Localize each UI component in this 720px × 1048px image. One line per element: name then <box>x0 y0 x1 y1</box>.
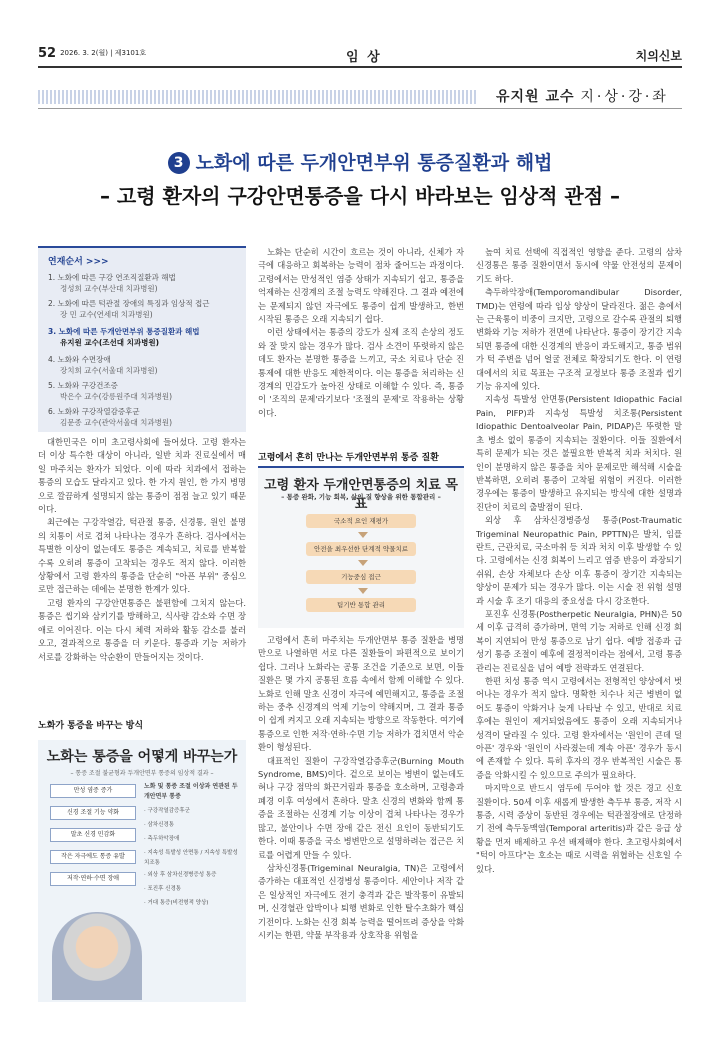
fig1-left-label: 신경 조절 기능 약화 <box>50 806 136 820</box>
fig1-left-label: 말초 신경 민감화 <box>50 828 136 842</box>
series-item: 4. 노화와 수면장애 장치희 교수(서울대 치과병원) <box>48 355 158 375</box>
fig1-right-label: · 구강작열감증후군 <box>144 808 191 814</box>
series-item-active: 3. 노화에 따른 두개안면부위 통증질환과 해법 유지원 교수(조선대 치과병원) <box>48 327 200 347</box>
fig1-left-label: 저작·연하·수면 장애 <box>50 872 136 886</box>
series-author: 유지원 교수 <box>496 89 575 105</box>
paragraph: 노화는 단순히 시간이 흐르는 것이 아니라, 신체가 자극에 대응하고 회복하는 능력이 점차 줄어드는 과정이다. 고령에서는 만성적인 염증 상태가 지속되기 쉽고, 통증을 억제하는 신경계의 조절 능력도 약해진다. 그 결과 예전에는 문제되지 않던 자극에도 통증이 쉽게 발생하고, 한번 시작된 통증은 오래 지속되기 쉽다. <box>258 247 464 325</box>
fig1-left-label: 만성 염증 증가 <box>50 784 136 798</box>
treatment-goal-figure <box>258 466 464 628</box>
fig1-right-header: 노화 및 통증 조절 이상과 연관된 두개안면부 통증 <box>144 783 238 800</box>
arrow-down-icon <box>358 532 368 538</box>
paragraph: 포진후 신경통(Postherpetic Neuralgia, PHN)은 50세 이후 급격히 증가하며, 면역 기능 저하로 인해 신경 회복이 지연되어 만성 통증으로 남기 쉽다. 예방 접종과 급성기 통증 조절이 예후에 결정적이라는 점에서, 고령 통증 관리는 진료실을 넘어 예방 전략과도 연결된다. <box>476 608 682 673</box>
series-name: 지·상·강·좌 <box>580 89 669 105</box>
paragraph: 지속성 특발성 안면통(Persistent Idiopathic Facial Pain, PIFP)과 지속성 특발성 치조통(Persistent Idiopathic Dentoalveolar Pain, PIDAP)은 뚜렷한 말초 병소 없이 통증이 지속되는 질환이다. 이들 질환에서 특히 문제가 되는 것은 불필요한 반복적 치과 처치다. 원인이 분명하지 않은 통증을 치아 문제로만 해석해 시술을 반복하면, 오히려 통증이 고착될 위험이 커진다. 이러한 경우에는 통증이 발생하고 유지되는 방식에 대한 설명과 진단이 치료의 출발점이 된다. <box>476 394 682 512</box>
fig2-step: 기능중심 접근 <box>306 570 416 584</box>
series-title <box>496 86 669 106</box>
column-1-text <box>38 436 246 712</box>
article-subtitle: – 고령 환자의 구강안면통증을 다시 바라보는 임상적 관점 – <box>99 184 621 208</box>
paragraph: 고령 환자의 구강안면통증은 불편함에 그치지 않는다. 통증은 씹기와 삼키기를 방해하고, 식사량 감소와 수면 장애로 이어진다. 이는 다시 체력 저하와 활동 감소를 불러오고, 결과적으로 통증을 더 키운다. 통증과 기능 저하가 서로를 강화하는 악순환이 만들어지는 것이다. <box>38 597 246 662</box>
paragraph: 대표적인 질환이 구강작열감증후군(Burning Mouth Syndrome, BMS)이다. 겉으로 보이는 병변이 없는데도 혀나 구강 점막의 화끈거림과 통증을 호소하며, 고령층과 폐경 이후 여성에서 흔하다. 말초 신경의 변화와 함께 통증을 조절하는 신경계 기능 이상이 겹쳐 나타나는 경우가 많고, 불안이나 수면 장애 같은 전신 요인이 동반되기도 한다. 이때 통증을 국소 병변만으로 설명하려는 접근은 치료를 어렵게 만들 수 있다. <box>258 755 464 860</box>
series-item: 1. 노화에 따른 구강 연조직질환과 해법 정성희 교수(부산대 치과병원) <box>48 273 176 293</box>
article-number: 3 <box>168 152 190 174</box>
fig2-title: 고령 환자 두개안면통증의 치료 목표 <box>264 478 458 512</box>
paragraph: 한편 치성 통증 역시 고령에서는 전형적인 양상에서 벗어나는 경우가 적지 않다. 명확한 치수나 치근 병변이 없어도 통증이 악화거나 늦게 나타날 수 있고, 반대로 치료 후에는 원인이 제거되었음에도 통증이 오래 지속되거나 성격이 달라질 수 있다. 고령 환자에서는 '원인이 큰데 덜 아픈' 경우와 '원인이 사라졌는데 계속 아픈' 경우가 동시에 존재할 수 있다. 특히 후자의 경우 반복적인 시술은 통증을 악화시킬 수 있으므로 주의가 필요하다. <box>476 676 682 780</box>
series-item: 2. 노화에 따른 턱관절 장애의 특징과 임상적 접근 장 민 교수(연세대 치과병원) <box>48 299 210 319</box>
aging-pain-figure <box>38 740 246 1002</box>
paragraph: 외상 후 삼차신경병증성 통증(Post-Traumatic Trigeminal Neuropathic Pain, PPTTN)은 발치, 임플란트, 근관치료, 국소마취 등 치과 처치 이후 발생할 수 있다. 고령에서는 신경 회복이 느리고 염증 반응이 과장되기 쉬워, 손상 자체보다 손상 이후 통증이 장기간 지속되는 양상이 문제가 되는 경우가 많다. 이는 시술 전 위험 설명과 시술 후 조기 대응의 중요성을 다시 강조한다. <box>476 515 682 606</box>
fig1-right-label: · 지속성 특발성 안면통 / 지속성 특발성 치조통 <box>144 850 238 866</box>
series-item: 6. 노화와 구강작열감증후군 김문종 교수(관악서울대 치과병원) <box>48 407 173 427</box>
column-2-text-bottom <box>258 634 464 1006</box>
series-order-heading: 연재순서 >>> <box>48 257 109 267</box>
paragraph: 마지막으로 반드시 염두에 두어야 할 것은 경고 신호 질환이다. 50세 이후 새롭게 발생한 측두부 통증, 저작 시 통증, 시력 증상이 동반된 경우에는 턱관절장애로 단정하기 전에 측두동맥염(Temporal arteritis)과 같은 응급 상황을 먼저 배제하고 우선 배제해야 한다. 초고령사회에서 "턱이 아프다"는 호소는 때로 시력을 위협하는 신호일 수 있다. <box>476 783 682 874</box>
fig2-heading: 고령에서 흔히 만나는 두개안면부위 통증 질환 <box>258 453 439 463</box>
paragraph: 삼차신경통(Trigeminal Neuralgia, TN)은 고령에서 증가하는 대표적인 신경병성 통증이다. 세안이나 저작 같은 일상적인 자극에도 전기 충격과 같은 발작통이 유발되며, 신경혈관 압박이나 퇴행 변화로 인한 탈수초화가 핵심 기전이다. 노화는 신경 회복 능력을 떨어뜨려 증상을 악화시키는 한편, 약물 부작용과 상호작용 위험을 <box>258 862 464 940</box>
issue-info: 2026. 3. 2(월) | 제3101호 <box>60 49 147 57</box>
paper-name: 치의신보 <box>635 49 682 63</box>
series-rule <box>38 108 682 109</box>
paragraph: 높여 치료 선택에 직접적인 영향을 준다. 고령의 삼차신경통은 통증 질환이면서 동시에 약물 안전성의 문제이기도 하다. <box>476 247 682 284</box>
fig1-title: 노화는 통증을 어떻게 바꾸는가 <box>46 749 238 765</box>
paragraph: 고령에서 흔히 마주치는 두개안면부 통증 질환을 병명만으로 나열하면 서로 다른 질환들이 파편적으로 보이기 쉽다. 그러나 노화라는 공통 조건을 기준으로 보면, 이들 질환은 몇 가지 공통된 흐름 속에서 함께 이해할 수 있다. 노화로 인해 말초 신경이 자극에 예민해지고, 통증을 조절하는 중추 신경계의 억제 기능이 약해지며, 그 결과 통증이 쉽게 켜지고 오래 지속되는 방향으로 작동한다. 여기에 통증으로 인한 저작·연하·수면 기능 저하가 겹치면서 악순환이 형성된다. <box>258 635 464 753</box>
column-2-text-top <box>258 246 464 442</box>
paragraph: 측두하악장애(Temporomandibular Disorder, TMD)는 연령에 따라 임상 양상이 달라진다. 젊은 층에서는 근육통이 비중이 크지만, 고령으로 갈수록 관절의 퇴행 변화와 기능 저하가 전면에 나타난다. 통증이 장기간 지속되면 통증에 대한 신경계의 반응이 과도해지고, 통증 범위가 턱 주변을 넘어 얼굴 전체로 확장되기도 한다. 이 연령대에서의 치료 목표는 구조적 교정보다 통증 조절과 씹기 기능 유지에 있다. <box>476 287 682 392</box>
paragraph: 대한민국은 이미 초고령사회에 들어섰다. 고령 환자는 더 이상 특수한 대상이 아니라, 일반 치과 진료실에서 매일 마주치는 환자가 되었다. 이에 따라 치과에서 접하는 통증의 모습도 달라지고 있다. 한 가지 원인, 한 가지 병명으로 깔끔하게 설명되지 않는 통증이 점점 늘고 있기 때문이다. <box>38 437 246 515</box>
fig1-heading: 노화가 통증을 바꾸는 방식 <box>38 721 144 731</box>
fig1-right-label: · 포진후 신경통 <box>144 886 182 892</box>
arrow-down-icon <box>358 588 368 594</box>
header-rule <box>38 66 682 68</box>
page-number: 52 2026. 3. 2(월) | 제3101호 <box>38 46 147 61</box>
fig1-subtitle: – 통증 조절 불균형과 두개안면부 통증의 임상적 결과 – <box>70 770 214 777</box>
article-title: 3 노화에 따른 두개안면부위 통증질환과 해법 <box>0 148 720 175</box>
series-item: 5. 노화와 구강건조증 박은수 교수(강릉원주대 치과병원) <box>48 381 173 401</box>
paragraph: 이런 상태에서는 통증의 강도가 실제 조직 손상의 정도와 잘 맞지 않는 경우가 많다. 검사 소견이 뚜렷하지 않은데도 환자는 분명한 통증을 느끼고, 국소 치료나 단순 진통제에 대한 반응도 제한적이다. 이는 통증을 처리하는 신경계의 민감도가 높아진 상태로 이해할 수 있다. 즉, 통증이 '조직의 문제'라기보다 '조절의 문제'로 작용하는 상황이다. <box>258 327 464 418</box>
column-3-text <box>476 246 682 1006</box>
fig1-right-label: · 외상 후 삼차신경병증성 통증 <box>144 872 217 878</box>
section-label: 임 상 <box>346 50 382 65</box>
arrow-down-icon <box>358 560 368 566</box>
fig1-left-label: 작은 자극에도 통증 유발 <box>50 850 136 864</box>
elderly-woman-illustration <box>52 912 142 1000</box>
fig2-step: 국소적 요인 재평가 <box>306 514 416 528</box>
series-order-box <box>38 246 246 432</box>
fig1-right-label: · 측두하악장애 <box>144 836 180 842</box>
fig1-right-label: · 삼차신경통 <box>144 822 175 828</box>
fig2-step: 팀기반 통합 관리 <box>306 598 416 612</box>
fig2-subtitle: – 통증 완화, 기능 회복, 삶의 질 향상을 위한 통합관리 – <box>281 493 441 501</box>
series-stripe <box>38 90 478 104</box>
fig2-step: 안전을 최우선한 단계적 약물치료 <box>306 542 416 556</box>
paragraph: 최근에는 구강작열감, 턱관절 통증, 신경통, 원인 불명의 치통이 서로 겹쳐 나타나는 경우가 흔하다. 검사에서는 특별한 이상이 없는데도 통증은 계속되고, 치료를 반복할수록 오히려 통증이 고착되는 경우도 적지 않다. 이러한 상황에서 고령 환자의 통증을 단순히 "아픈 부위" 중심으로만 접근하는 데에는 분명한 한계가 있다. <box>38 517 246 595</box>
fig1-right-label: · 거대 통증(비전형적 양상) <box>144 900 209 906</box>
